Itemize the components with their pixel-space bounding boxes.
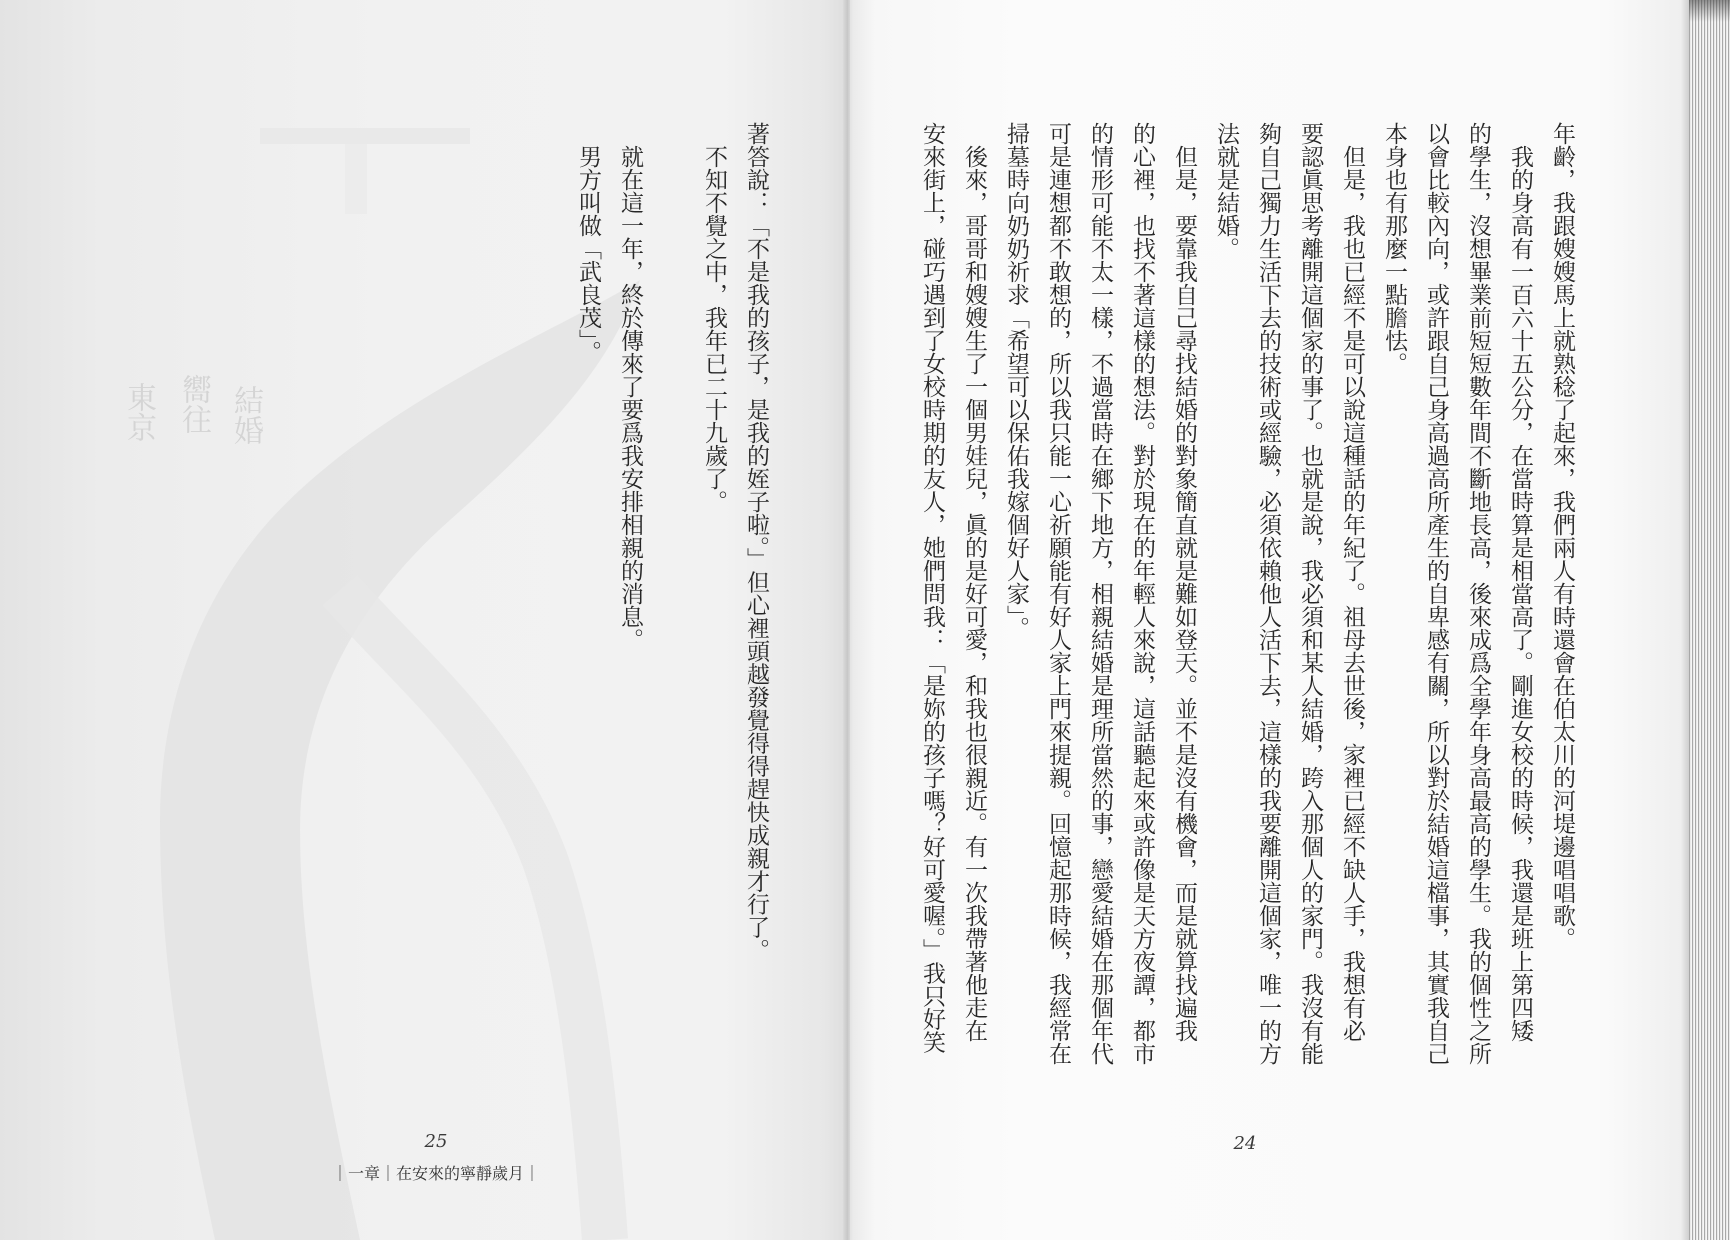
text-column: 要認眞思考離開這個家的事了。也就是說，我必須和某人結婚，跨入那個人的家門。我沒有能 <box>1297 122 1323 1065</box>
brush-stroke-shape <box>340 590 605 1240</box>
book-gutter <box>843 0 853 1240</box>
decor-word: 結婚 <box>228 385 263 445</box>
text-column: 男方叫做「武良茂」。 <box>575 145 601 364</box>
text-column: 後來，哥哥和嫂嫂生了一個男娃兒，眞的是好可愛，和我也很親近。有一次我帶著他走在 <box>961 145 987 1042</box>
text-column: 著答說：「不是我的孩子，是我的姪子啦。」但心裡頭越發覺得得趕快成親才行了。 <box>743 122 769 962</box>
text-column: 夠自己獨力生活下去的技術或經驗，必須依賴他人活下去，這樣的我要離開這個家，唯一的方 <box>1255 122 1281 1065</box>
text-column: 但是，要靠我自己尋找結婚的對象簡直就是難如登天。並不是沒有機會，而是就算找遍我 <box>1171 145 1197 1042</box>
decor-word: 嚮往 <box>176 374 211 434</box>
text-column: 的學生，沒想畢業前短短數年間不斷地長高，後來成爲全學年身高最高的學生。我的個性之所 <box>1465 122 1491 1065</box>
text-column: 以會比較內向，或許跟自己身高過高所產生的自卑感有關，所以對於結婚這檔事，其實我自己 <box>1423 122 1449 1065</box>
page-number: 25 <box>424 1131 448 1152</box>
text-column: 掃墓時向奶奶祈求「希望可以保佑我嫁個好人家」。 <box>1003 122 1029 640</box>
page-number: 24 <box>1233 1133 1257 1154</box>
watermark-shape <box>260 128 470 144</box>
page-edges <box>1689 0 1730 1240</box>
text-column: 不知不覺之中，我年已二十九歲了。 <box>701 145 727 513</box>
watermark-shape <box>345 144 367 214</box>
right-page <box>850 0 1689 1240</box>
text-column: 法就是結婚。 <box>1213 122 1239 260</box>
text-column: 本身也有那麼一點膽怯。 <box>1381 122 1407 375</box>
text-column: 但是，我也已經不是可以說這種話的年紀了。祖母去世後，家裡已經不缺人手，我想有必 <box>1339 145 1365 1042</box>
text-column: 我的身高有一百六十五公分，在當時算是相當高了。剛進女校的時候，我還是班上第四矮 <box>1507 145 1533 1042</box>
text-column: 年齡，我跟嫂嫂馬上就熟稔了起來，我們兩人有時還會在伯太川的河堤邊唱唱歌。 <box>1549 122 1575 950</box>
text-column: 的情形可能不太一樣，不過當時在鄉下地方，相親結婚是理所當然的事，戀愛結婚在那個年代 <box>1087 122 1113 1065</box>
text-column: 就在這一年，終於傳來了要爲我安排相親的消息。 <box>617 145 643 651</box>
text-column: 可是連想都不敢想的，所以我只能一心祈願能有好人家上門來提親。回憶起那時候，我經常在 <box>1045 122 1071 1065</box>
text-column: 安來街上，碰巧遇到了女校時期的友人，她們問我：「是妳的孩子嗎？好可愛喔。」我只好笑 <box>919 122 945 1054</box>
running-footer: ｜一章｜在安來的寧靜歲月｜ <box>331 1164 540 1183</box>
left-page <box>0 0 850 1240</box>
text-column: 的心裡，也找不著這樣的想法。對於現在的年輕人來說，這話聽起來或許像是天方夜譚，都市 <box>1129 122 1155 1065</box>
decor-word: 東京 <box>121 382 156 442</box>
